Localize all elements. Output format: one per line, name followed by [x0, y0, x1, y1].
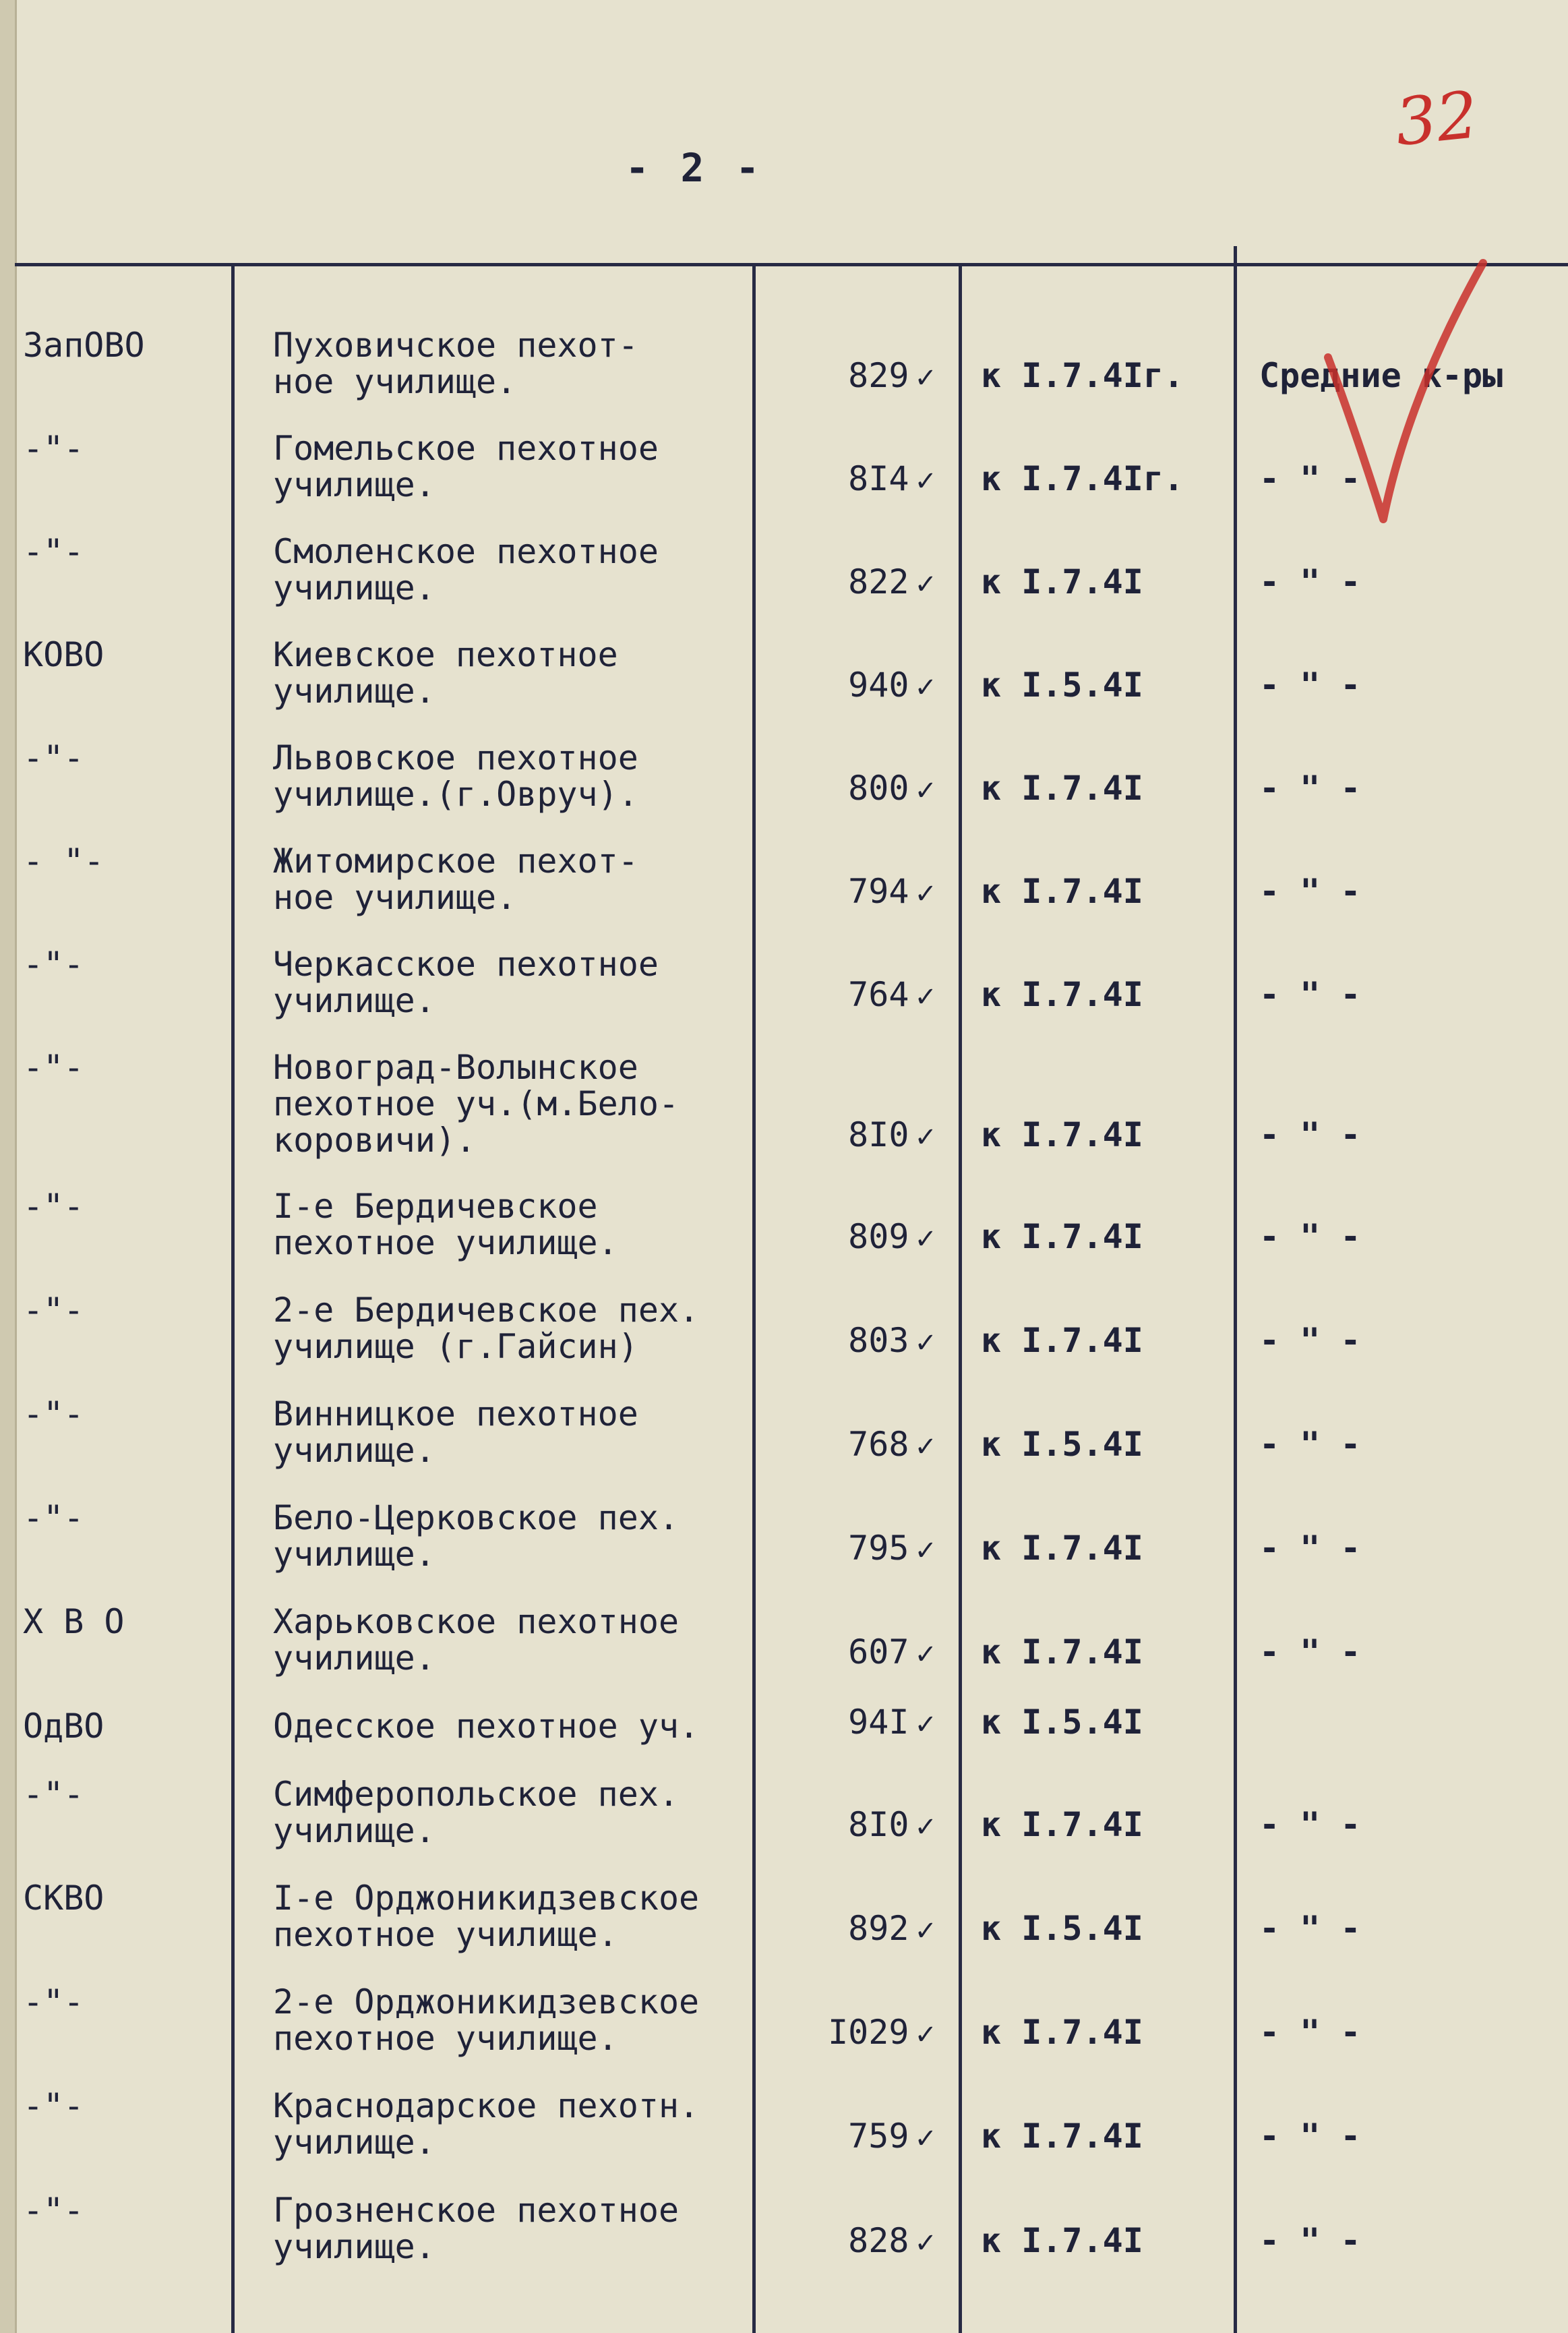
note-cell: - " -	[1259, 562, 1361, 601]
note-cell: - " -	[1259, 1632, 1361, 1672]
check-mark: ✓	[914, 1709, 937, 1740]
date-cell: к I.7.4I	[981, 1115, 1143, 1154]
district-cell: -"-	[23, 1291, 84, 1330]
school-cell: Краснодарское пехотн. училище.	[273, 2086, 700, 2162]
school-cell: Одесское пехотное уч.	[273, 1707, 700, 1746]
school-cell: 2-е Бердичевское пех. училище (г.Гайсин)	[273, 1291, 700, 1366]
date-cell: к I.7.4Iг.	[981, 356, 1184, 395]
check-mark: ✓	[914, 1535, 937, 1566]
count-cell: 794 ✓	[848, 872, 937, 911]
date-cell: к I.7.4I	[981, 2117, 1143, 2156]
school-cell: Житомирское пехот- ное училище.	[273, 841, 638, 917]
school-cell: Бело-Церковское пех. училище.	[273, 1498, 680, 1574]
check-mark: ✓	[914, 2019, 937, 2050]
date-cell: к I.7.4I	[981, 562, 1143, 601]
note-cell: - " -	[1259, 1805, 1361, 1844]
check-mark: ✓	[914, 1328, 937, 1359]
school-cell: Харьковское пехотное училище.	[273, 1602, 680, 1678]
check-mark: ✓	[914, 363, 937, 394]
count-cell: 94I ✓	[848, 1703, 937, 1742]
date-cell: к I.7.4I	[981, 1529, 1143, 1568]
count-cell: 822 ✓	[848, 562, 937, 601]
note-cell: - " -	[1259, 2221, 1361, 2260]
count-cell: 803 ✓	[848, 1321, 937, 1360]
check-mark: ✓	[914, 2228, 937, 2259]
column-divider	[959, 266, 962, 2333]
check-mark: ✓	[914, 1224, 937, 1255]
count-cell: 8I4 ✓	[848, 459, 937, 498]
note-cell: - " -	[1259, 1217, 1361, 1256]
date-cell: к I.7.4I	[981, 1217, 1143, 1256]
district-cell: -"-	[23, 429, 84, 468]
date-cell: к I.7.4I	[981, 2221, 1143, 2260]
school-cell: I-е Орджоникидзевское пехотное училище.	[273, 1879, 700, 1954]
district-cell: ОдВО	[23, 1707, 104, 1746]
note-cell: - " -	[1259, 872, 1361, 911]
date-cell: к I.7.4I	[981, 2013, 1143, 2052]
school-cell: Новоград-Волынское пехотное уч.(м.Бело- коровичи).	[273, 1048, 680, 1160]
column-divider	[231, 266, 235, 2333]
note-cell: - " -	[1259, 1425, 1361, 1464]
note-cell: - " -	[1259, 2013, 1361, 2052]
school-cell: Львовское пехотное училище.(г.Овруч).	[273, 738, 638, 814]
district-cell: -"-	[23, 1982, 84, 2021]
date-cell: к I.7.4I	[981, 1632, 1143, 1672]
check-mark: ✓	[914, 569, 937, 600]
school-cell: Гомельское пехотное училище.	[273, 429, 659, 504]
count-cell: 940 ✓	[848, 666, 937, 705]
check-mark: ✓	[914, 672, 937, 703]
district-cell: -"-	[23, 1187, 84, 1226]
check-mark: ✓	[914, 1122, 937, 1153]
archive-page-number: 32	[1391, 76, 1482, 161]
check-mark: ✓	[914, 1431, 937, 1463]
note-cell: - " -	[1259, 1529, 1361, 1568]
note-cell: - " -	[1259, 666, 1361, 705]
check-mark: ✓	[914, 1639, 937, 1670]
district-cell: -"-	[23, 1498, 84, 1537]
school-cell: Киевское пехотное училище.	[273, 635, 618, 711]
count-cell: 768 ✓	[848, 1425, 937, 1464]
count-cell: 828 ✓	[848, 2221, 937, 2260]
date-cell: к I.7.4I	[981, 975, 1143, 1014]
district-cell: СКВО	[23, 1879, 104, 1918]
note-cell: - " -	[1259, 1321, 1361, 1360]
school-cell: Симферопольское пех. училище.	[273, 1775, 680, 1850]
date-cell: к I.7.4I	[981, 872, 1143, 911]
count-cell: 8I0 ✓	[848, 1115, 937, 1154]
district-cell: -"-	[23, 532, 84, 571]
check-mark: ✓	[914, 879, 937, 910]
page-number: - 2 -	[625, 145, 764, 191]
count-cell: 800 ✓	[848, 769, 937, 808]
count-cell: 892 ✓	[848, 1909, 937, 1948]
check-mark: ✓	[914, 982, 937, 1013]
count-cell: 8I0 ✓	[848, 1805, 937, 1844]
school-cell: Грозненское пехотное училище.	[273, 2191, 680, 2266]
district-cell: -"-	[23, 945, 84, 984]
date-cell: к I.5.4I	[981, 666, 1143, 705]
count-cell: 809 ✓	[848, 1217, 937, 1256]
count-cell: 607 ✓	[848, 1632, 937, 1672]
note-cell: - " -	[1259, 975, 1361, 1014]
district-cell: -"-	[23, 738, 84, 777]
note-cell: - " -	[1259, 1909, 1361, 1948]
note-cell: Средние к-ры	[1259, 356, 1503, 395]
count-cell: 759 ✓	[848, 2117, 937, 2156]
date-cell: к I.7.4I	[981, 769, 1143, 808]
check-mark: ✓	[914, 1916, 937, 1947]
district-cell: -"-	[23, 1048, 84, 1087]
note-cell: - " -	[1259, 2117, 1361, 2156]
district-cell: Х В О	[23, 1602, 125, 1641]
note-cell: - " -	[1259, 769, 1361, 808]
date-cell: к I.5.4I	[981, 1703, 1143, 1742]
date-cell: к I.7.4I	[981, 1321, 1143, 1360]
district-cell: - "-	[23, 841, 104, 881]
check-mark: ✓	[914, 775, 937, 806]
date-cell: к I.7.4Iг.	[981, 459, 1184, 498]
district-cell: ЗапОВО	[23, 326, 145, 365]
school-cell: Винницкое пехотное училище.	[273, 1394, 638, 1470]
date-cell: к I.7.4I	[981, 1805, 1143, 1844]
school-cell: I-е Бердичевское пехотное училище.	[273, 1187, 618, 1262]
school-cell: 2-е Орджоникидзевское пехотное училище.	[273, 1982, 700, 2058]
district-cell: -"-	[23, 1394, 84, 1434]
red-check-mark	[1321, 256, 1497, 526]
paper-edge	[0, 0, 17, 2333]
district-cell: -"-	[23, 1775, 84, 1814]
check-mark: ✓	[914, 466, 937, 497]
school-cell: Черкасское пехотное училище.	[273, 945, 659, 1020]
check-mark: ✓	[914, 2123, 937, 2154]
count-cell: 829 ✓	[848, 356, 937, 395]
count-cell: I029 ✓	[828, 2013, 937, 2052]
date-cell: к I.5.4I	[981, 1425, 1143, 1464]
count-cell: 764 ✓	[848, 975, 937, 1014]
column-divider	[1234, 246, 1237, 2333]
check-mark: ✓	[914, 1812, 937, 1843]
district-cell: -"-	[23, 2086, 84, 2125]
note-cell: - " -	[1259, 1115, 1361, 1154]
date-cell: к I.5.4I	[981, 1909, 1143, 1948]
count-cell: 795 ✓	[848, 1529, 937, 1568]
school-cell: Пуховичское пехот- ное училище.	[273, 326, 638, 401]
note-cell: - " -	[1259, 459, 1361, 498]
district-cell: -"-	[23, 2191, 84, 2230]
school-cell: Смоленское пехотное училище.	[273, 532, 659, 608]
district-cell: КОВО	[23, 635, 104, 674]
